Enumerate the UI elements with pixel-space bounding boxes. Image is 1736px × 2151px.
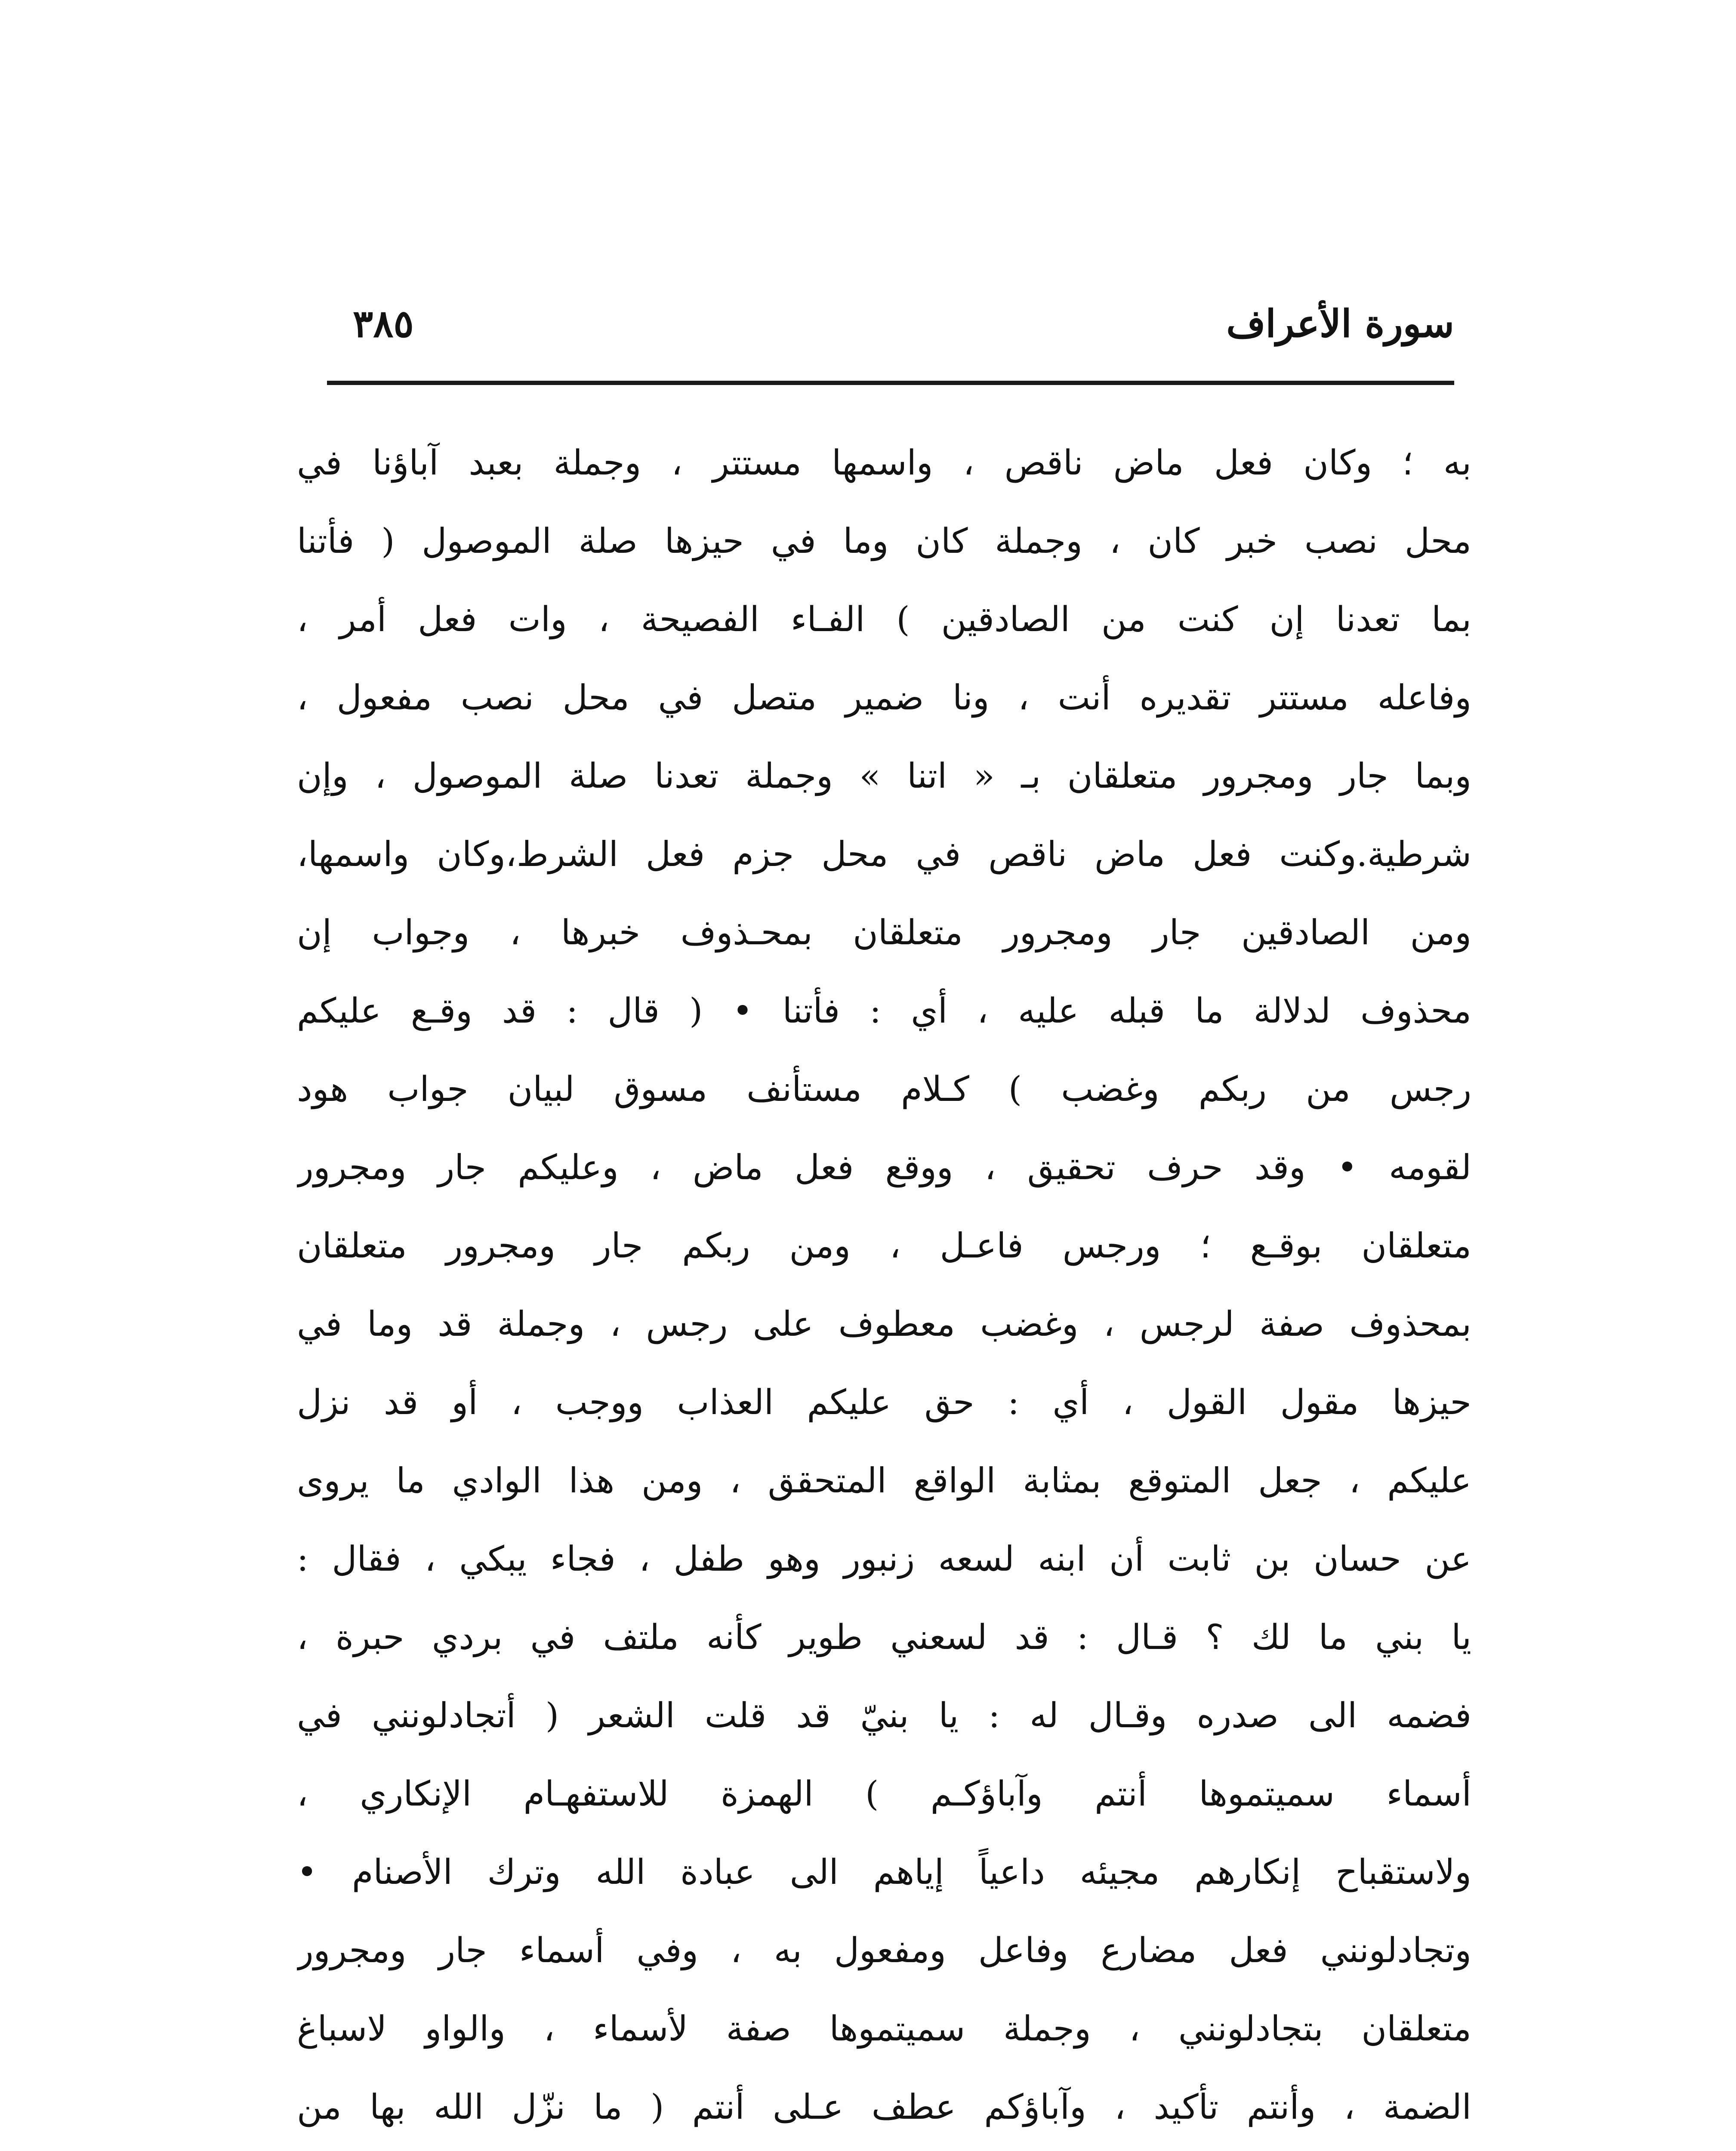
text-line: محل نصب خبر كان ، وجملة كان وما في حيزها صلة الموصول ( فأتنا: [297, 521, 1471, 561]
page-header: [327, 293, 1454, 379]
text-line: ومن الصادقين جار ومجرور متعلقان بمحـذوف خبرها ، وجواب إن: [297, 912, 1471, 952]
text-line: ولاستقباح إنكارهم مجيئه داعياً إياهم الى عبادة الله وترك الأصنام •: [297, 1852, 1471, 1892]
text-line: وتجادلونني فعل مضارع وفاعل ومفعول به ، وفي أسماء جار ومجرور: [297, 1930, 1471, 1970]
text-line: لقومه • وقد حرف تحقيق ، ووقع فعل ماض ، وعليكم جار ومجرور: [297, 1147, 1471, 1187]
text-line: الضمة ، وأنتم تأكيد ، وآباؤكم عطف عـلى أنتم ( ما نزّل الله بها من: [297, 2087, 1471, 2127]
page-number: ٣٨٥: [353, 301, 414, 346]
text-line: عليكم ، جعل المتوقع بمثابة الواقع المتحقق ، ومن هذا الوادي ما يروى: [297, 1461, 1471, 1501]
text-line: وفاعله مستتر تقديره أنت ، ونا ضمير متصل في محل نصب مفعول ،: [297, 678, 1471, 718]
text-line: بمحذوف صفة لرجس ، وغضب معطوف على رجس ، وجملة قد وما في: [297, 1304, 1471, 1344]
text-line: رجس من ربكم وغضب ) كـلام مستأنف مسوق لبيان جواب هود: [297, 1069, 1471, 1109]
text-line: بما تعدنا إن كنت من الصادقين ) الفـاء الفصيحة ، وات فعل أمر ،: [297, 599, 1471, 639]
text-line: يا بني ما لك ؟ قـال : قد لسعني طوير كأنه ملتف في بردي حبرة ،: [297, 1617, 1471, 1657]
header-divider: [327, 381, 1454, 385]
text-line: متعلقان بتجادلونني ، وجملة سميتموها صفة لأسماء ، والواو لاسباغ: [297, 2009, 1471, 2049]
text-line: فضمه الى صدره وقـال له : يا بنيّ قد قلت الشعر ( أتجادلونني في: [297, 1695, 1471, 1735]
text-line: وبما جار ومجرور متعلقان بـ « اتنا » وجملة تعدنا صلة الموصول ، وإن: [297, 756, 1471, 796]
text-line: حيزها مقول القول ، أي : حق عليكم العذاب ووجب ، أو قد نزل: [297, 1382, 1471, 1422]
body-text: [297, 424, 1471, 2151]
surah-title: سورة الأعراف: [1226, 301, 1454, 346]
text-line: محذوف لدلالة ما قبله عليه ، أي : فأتنا • ( قال : قد وقـع عليكم: [297, 991, 1471, 1031]
text-line: أسماء سميتموها أنتم وآباؤكـم ) الهمزة للاستفهـام الإنكاري ،: [297, 1774, 1471, 1814]
text-line: متعلقان بوقـع ؛ ورجس فاعـل ، ومن ربكم جار ومجرور متعلقان: [297, 1226, 1471, 1266]
text-line: [297, 2146, 1471, 2151]
text-line: به ؛ وكان فعل ماض ناقص ، واسمها مستتر ، وجملة بعبد آباؤنا في: [297, 443, 1471, 483]
text-line: عن حسان بن ثابت أن ابنه لسعه زنبور وهو طفل ، فجاء يبكي ، فقال :: [297, 1539, 1471, 1579]
text-line: شرطية.وكنت فعل ماض ناقص في محل جزم فعل الشرط،وكان واسمها،: [297, 834, 1471, 874]
